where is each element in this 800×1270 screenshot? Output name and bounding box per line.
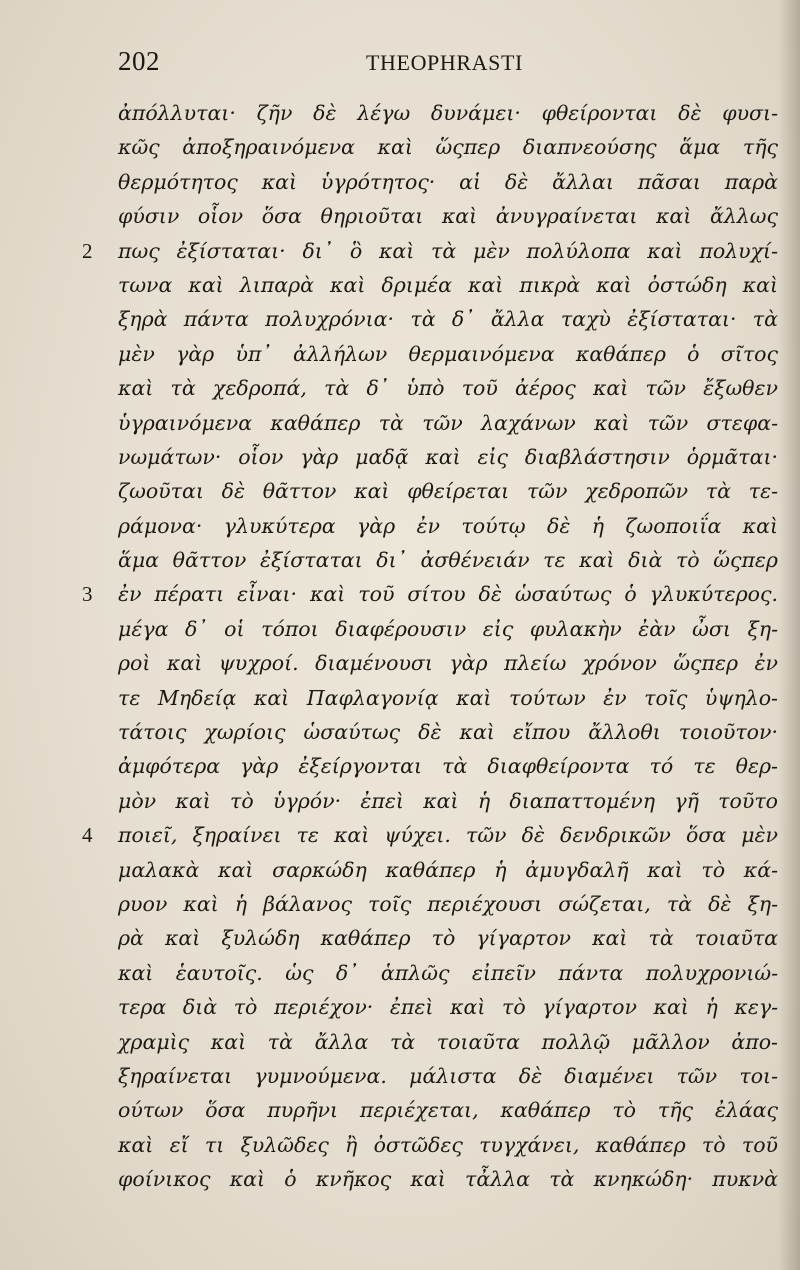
- line-text: θερμότητος καὶ ὑγρότητος· αἱ δὲ ἄλλαι πᾶσαι παρὰ: [118, 169, 778, 194]
- page-header: [118, 46, 678, 80]
- text-line: [118, 440, 778, 474]
- line-text: φύσιν οἷον ὅσα θηριοῦται καὶ ἀνυγραίνεται καὶ ἄλλως: [118, 204, 778, 229]
- text-line: [118, 96, 778, 130]
- line-text: ούτων ὅσα πυρῆνι περιέχεται, καθάπερ τὸ τῆς ἐλάας: [118, 1098, 778, 1123]
- text-line: [118, 371, 778, 405]
- text-line: [118, 268, 778, 302]
- page-edge-shadow: [778, 0, 800, 1270]
- line-text: ὑγραινόμενα καθάπερ τὰ τῶν λαχάνων καὶ τῶν στεφα-: [118, 410, 778, 435]
- text-line: [118, 130, 778, 164]
- text-line: [118, 199, 778, 233]
- text-line: [118, 749, 778, 783]
- line-text: ἀπόλλυται· ζῆν δὲ λέγω δυνάμει· φθείρονται δὲ φυσι-: [118, 101, 778, 125]
- line-text: καὶ εἴ τι ξυλῶδες ἢ ὀστῶδες τυγχάνει, καθάπερ τὸ τοῦ: [118, 1132, 778, 1157]
- line-text: πως ἐξίσταται· δι᾽ ὃ καὶ τὰ μὲν πολύλοπα καὶ πολυχί-: [118, 238, 778, 263]
- line-text: ἅμα θᾶττον ἐξίσταται δι᾽ ἀσθένειάν τε καὶ διὰ τὸ ὥςπερ: [118, 548, 778, 573]
- line-text: ροὶ καὶ ψυχροί. διαμένουσι γὰρ πλείω χρόνον ὥςπερ ἐν: [118, 651, 778, 676]
- section-number: 3: [82, 582, 93, 607]
- line-text: ἀμφότερα γὰρ ἐξείργονται τὰ διαφθείροντα τό τε θερ-: [118, 754, 778, 779]
- text-line: [118, 1059, 778, 1093]
- line-text: χραμὶς καὶ τὰ ἄλλα τὰ τοιαῦτα πολλῷ μᾶλλον ἀπο-: [118, 1029, 778, 1054]
- line-text: ζωοῦται δὲ θᾶττον καὶ φθείρεται τῶν χεδροπῶν τὰ τε-: [118, 479, 778, 504]
- line-text: μὲν γὰρ ὑπ᾽ ἀλλήλων θερμαινόμενα καθάπερ ὁ σῖτος: [118, 341, 778, 366]
- line-text: ράμονα· γλυκύτερα γὰρ ἐν τούτῳ δὲ ἡ ζωοποιΐα καὶ: [118, 513, 778, 538]
- text-line: [118, 165, 778, 199]
- text-line: [118, 646, 778, 680]
- text-line: [82, 818, 778, 852]
- text-line: [118, 474, 778, 508]
- line-text: καὶ ἑαυτοῖς. ὡς δ᾽ ἁπλῶς εἰπεῖν πάντα πολυχρονιώ-: [118, 960, 778, 985]
- line-text: κῶς ἀποξηραινόμενα καὶ ὥςπερ διαπνεούσης ἅμα τῆς: [118, 135, 778, 160]
- text-line: [118, 887, 778, 921]
- line-text: μέγα δ᾽ οἱ τόποι διαφέρουσιν εἰς φυλακὴν ἐὰν ὦσι ξη-: [118, 616, 778, 641]
- line-text: ἐν πέρατι εἶναι· καὶ τοῦ σίτου δὲ ὡσαύτως ὁ γλυκύτερος.: [118, 582, 778, 607]
- line-text: τερα διὰ τὸ περιέχον· ἐπεὶ καὶ τὸ γίγαρτον καὶ ἡ κεγ-: [118, 995, 778, 1020]
- line-text: ρυον καὶ ἡ βάλανος τοῖς περιέχουσι σώζεται, τὰ δὲ ξη-: [118, 891, 778, 916]
- section-number: 2: [82, 238, 93, 263]
- text-line: [118, 302, 778, 336]
- text-line: [82, 577, 778, 611]
- text-line: [118, 681, 778, 715]
- text-line: [118, 990, 778, 1024]
- text-line: [118, 784, 778, 818]
- text-line: [118, 1128, 778, 1162]
- line-text: ξηραίνεται γυμνούμενα. μάλιστα δὲ διαμένει τῶν τοι-: [118, 1063, 778, 1088]
- line-text: τε Μηδείᾳ καὶ Παφλαγονίᾳ καὶ τούτων ἐν τοῖς ὑψηλο-: [118, 685, 778, 710]
- text-line: [118, 921, 778, 955]
- line-text: ρὰ καὶ ξυλώδη καθάπερ τὸ γίγαρτον καὶ τὰ τοιαῦτα: [118, 926, 778, 951]
- text-line: [118, 612, 778, 646]
- text-line: [118, 337, 778, 371]
- running-title: THEOPHRASTI: [366, 50, 523, 75]
- text-line: [118, 1162, 778, 1196]
- page-number: 202: [118, 46, 160, 76]
- text-line: [118, 715, 778, 749]
- line-text: νωμάτων· οἷον γὰρ μαδᾷ καὶ εἰς διαβλάστησιν ὁρμᾶται·: [118, 444, 778, 469]
- text-line: [118, 543, 778, 577]
- line-text: φοίνικος καὶ ὁ κνῆκος καὶ τἆλλα τὰ κνηκώδη· πυκνὰ: [118, 1167, 778, 1192]
- text-line: [118, 956, 778, 990]
- text-line: [118, 853, 778, 887]
- line-text: μαλακὰ καὶ σαρκώδη καθάπερ ἡ ἀμυγδαλῆ καὶ τὸ κά-: [118, 857, 778, 882]
- line-text: τωνα καὶ λιπαρὰ καὶ δριμέα καὶ πικρὰ καὶ ὀστώδη καὶ: [118, 272, 778, 297]
- line-text: μὸν καὶ τὸ ὑγρόν· ἐπεὶ καὶ ἡ διαπαττομένη γῆ τοῦτο: [118, 788, 778, 813]
- text-line: [118, 406, 778, 440]
- section-number: 4: [82, 823, 93, 848]
- text-line: [118, 1093, 778, 1127]
- line-text: καὶ τὰ χεδροπά, τὰ δ᾽ ὑπὸ τοῦ ἀέρος καὶ τῶν ἔξωθεν: [118, 376, 778, 401]
- line-text: τάτοις χωρίοις ὡσαύτως δὲ καὶ εἴπου ἄλλοθι τοιοῦτον·: [118, 720, 778, 745]
- text-line: [118, 1025, 778, 1059]
- line-text: ποιεῖ, ξηραίνει τε καὶ ψύχει. τῶν δὲ δενδρικῶν ὅσα μὲν: [118, 823, 778, 848]
- text-line: [82, 234, 778, 268]
- greek-text-body: [82, 96, 778, 1197]
- line-text: ξηρὰ πάντα πολυχρόνια· τὰ δ᾽ ἄλλα ταχὺ ἐξίσταται· τὰ: [118, 307, 778, 332]
- text-line: [118, 509, 778, 543]
